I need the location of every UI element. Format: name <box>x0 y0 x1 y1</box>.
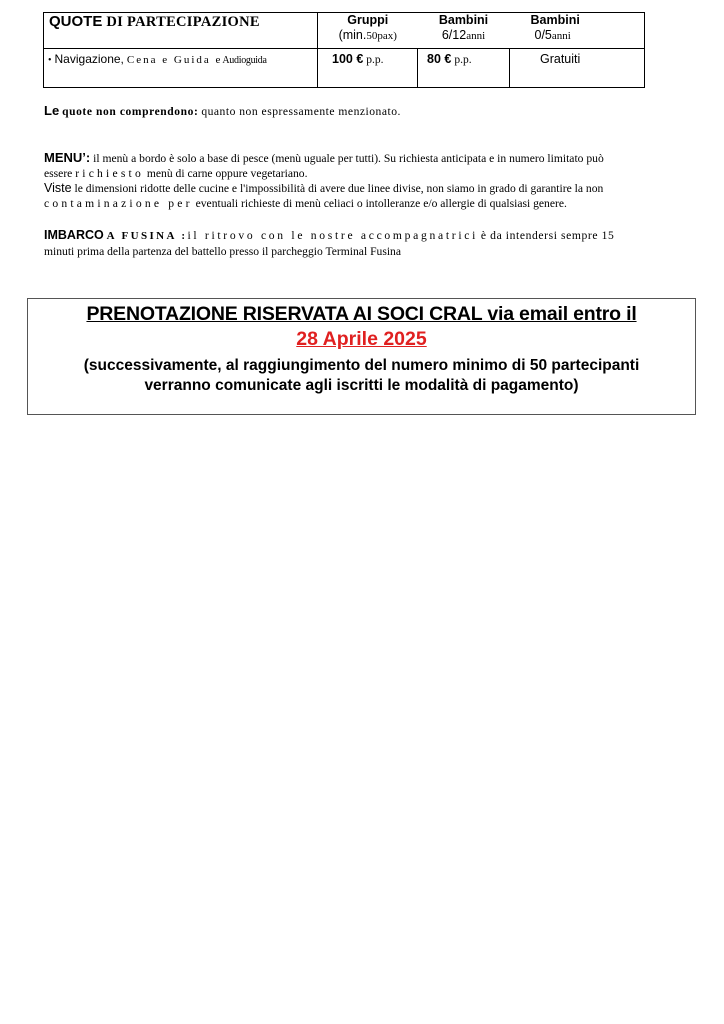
price-table-title <box>44 13 318 49</box>
col-children2-label: Bambini <box>530 13 580 27</box>
boarding-place: A FUSINA : <box>106 230 188 242</box>
col-groups-label: Gruppi <box>347 13 389 27</box>
row-item-cell <box>44 49 318 88</box>
booking-deadline: 28 Aprile 2025 <box>296 328 427 350</box>
booking-box <box>27 298 696 415</box>
col-header-groups <box>318 13 418 49</box>
menu-line-3-lead: Viste <box>44 181 72 195</box>
menu-line-4 <box>44 196 694 211</box>
menu-line-4-spaced: contaminazione per <box>44 197 193 210</box>
not-included-lead: Le <box>44 103 60 118</box>
menu-line-1-text: il menù a bordo è solo a base di pesce (menù uguale per tutti). Su richiesta anticipata e in numero limitato può <box>93 152 604 165</box>
col-children1-label: Bambini <box>438 13 489 27</box>
price-children-6-12 <box>418 49 510 88</box>
price-children1-unit: p.p. <box>454 54 472 66</box>
col-children2-num: 0/5 <box>534 28 552 42</box>
boarding-paragraph <box>44 228 694 259</box>
not-included-label: quote non comprendono: <box>62 106 199 118</box>
boarding-line-1-spaced: il ritrovo con le nostre accompagnatrici <box>187 229 479 242</box>
menu-line-2-b: menù di carne oppure vegetariano. <box>146 167 308 180</box>
col-children2-unit: anni <box>551 30 571 42</box>
price-table-row <box>44 49 645 88</box>
item-cena-guida: Cena e Guida e <box>126 54 223 66</box>
col-children1-unit: anni <box>466 30 486 42</box>
booking-note-line-2: verranno comunicate agli iscritti le modalità di pagamento) <box>144 377 579 394</box>
title-quote: QUOTE <box>49 13 103 30</box>
booking-headline: PRENOTAZIONE RISERVATA AI SOCI CRAL via email entro il <box>86 303 637 325</box>
boarding-line-2: minuti prima della partenza del battello presso il parcheggio Terminal Fusina <box>44 245 401 258</box>
booking-note-line-1: (successivamente, al raggiungimento del numero minimo di 50 partecipanti <box>83 357 640 374</box>
price-groups-amount: 100 € <box>332 52 364 66</box>
col-header-children-6-12 <box>418 13 510 49</box>
col-groups-sub-rest: 50pax) <box>366 30 397 42</box>
menu-line-2-spaced: richiesto <box>75 167 144 180</box>
price-table-header-row <box>44 13 645 49</box>
title-partecipazione: DI PARTECIPAZIONE <box>106 14 260 30</box>
price-children2-free: Gratuiti <box>540 52 581 66</box>
col-groups-sub-open: (min. <box>338 28 367 42</box>
item-audioguida: Audioguida <box>222 55 267 66</box>
menu-line-4-text: eventuali richieste di menù celiaci o intolleranze e/o allergie di qualsiasi genere. <box>195 197 567 210</box>
not-included-paragraph <box>44 103 401 120</box>
col-header-children-0-5 <box>510 13 645 49</box>
bullet: • <box>48 55 52 66</box>
price-children-0-5 <box>510 49 645 88</box>
boarding-line-1 <box>44 228 694 244</box>
boarding-line-1-rest: è da intendersi sempre 15 <box>480 229 615 242</box>
boarding-label: IMBARCO <box>44 228 104 242</box>
menu-line-3 <box>44 181 694 196</box>
menu-label: MENU’: <box>44 150 91 165</box>
price-children1-amount: 80 € <box>427 52 452 66</box>
col-children1-num: 6/12 <box>441 28 467 42</box>
menu-line-1 <box>44 150 694 166</box>
price-groups <box>318 49 418 88</box>
price-table <box>43 12 645 88</box>
price-groups-unit: p.p. <box>366 54 384 66</box>
menu-line-3-text: le dimensioni ridotte delle cucine e l'impossibilità di avere due linee divise, non siamo in grado di garantire la non <box>74 182 604 195</box>
menu-line-2 <box>44 166 694 181</box>
menu-paragraph <box>44 150 694 211</box>
not-included-text: quanto non espressamente menzionato. <box>201 105 401 118</box>
item-navigazione: Navigazione, <box>54 52 124 66</box>
menu-line-2-a: essere <box>44 167 73 180</box>
